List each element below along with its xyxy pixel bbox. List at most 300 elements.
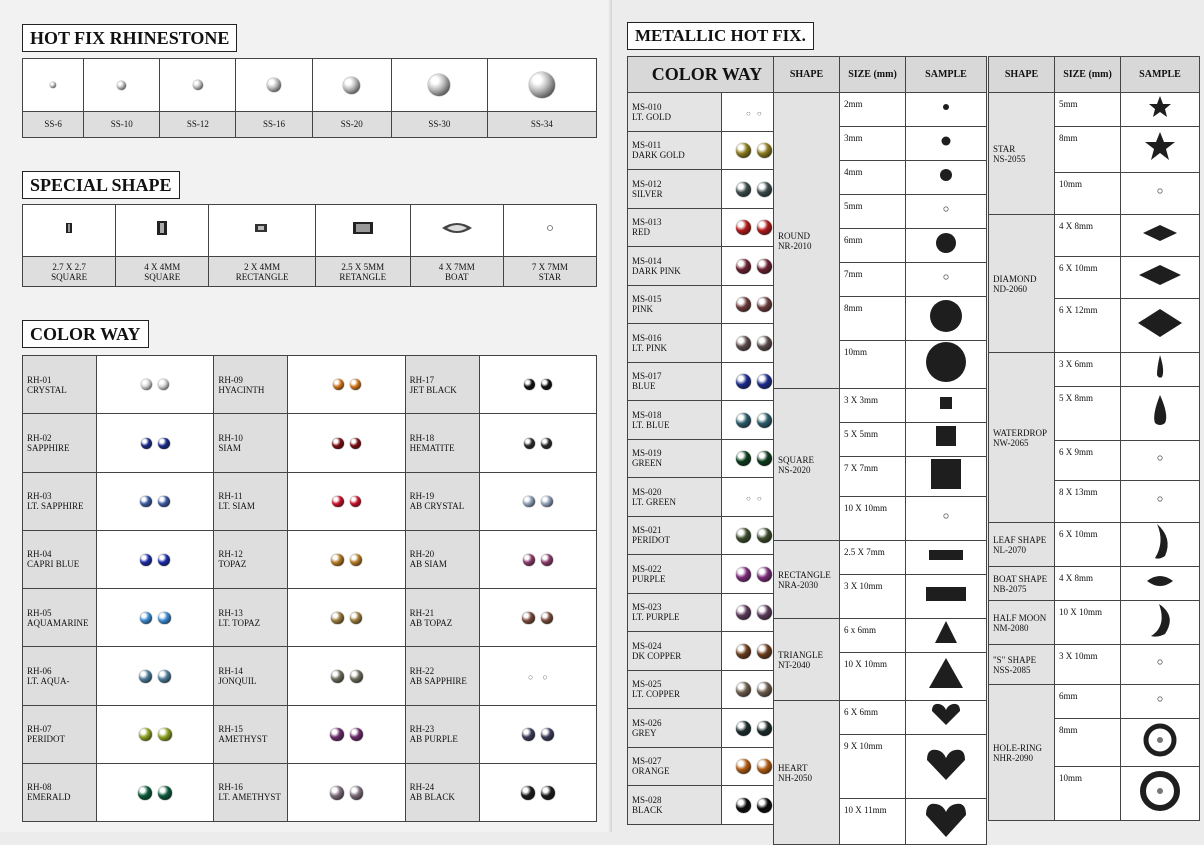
stone-icon [541,728,554,741]
metal-stud-icon [757,567,772,582]
stone-icon [331,612,344,625]
color-way-row [23,472,597,530]
color-way-sample [288,414,405,472]
stone-icon [158,670,171,683]
color-way-label [214,647,288,705]
metallic-name: PINK [632,304,654,315]
shape-size: 6 x 6mm [840,619,906,653]
metallic-code: MS-027 [632,756,662,767]
shape-size: 3 X 3mm [840,389,906,423]
shape-size: 4mm [840,161,906,195]
color-code: RH-06 [27,665,52,676]
hot-fix-label: SS-12 [160,111,236,137]
metallic-name: LT. GOLD [632,111,671,122]
metallic-color-row [628,285,787,324]
color-code: RH-22 [409,665,435,676]
shape-title: SQUARE [778,454,815,465]
shape-icon [527,216,573,240]
metallic-name: GREEN [632,458,662,469]
stone-icon [330,786,344,800]
special-shape-label [23,257,116,287]
color-code: RH-20 [409,549,435,560]
shape-sample-icon [921,580,971,608]
special-shape-sample [23,205,116,257]
shape-sample [1121,601,1200,645]
stone-icon [330,728,343,741]
shape-sample [1121,257,1200,299]
color-name: AMETHYST [218,734,268,745]
shape-sample-icon [1135,567,1185,595]
shape-title: DIAMOND [993,273,1037,284]
shape-size: 7mm [840,263,906,297]
empty-sample-icon [1135,444,1185,472]
shape-icon [46,216,92,240]
shape-size: 8mm [1055,127,1121,173]
hot-fix-sample [312,59,391,112]
shape-sample [1121,441,1200,481]
metallic-code: MS-016 [632,332,662,343]
shape-name [989,523,1055,567]
metallic-color-label [628,593,722,632]
shape-sample [906,341,987,389]
stone-icon [350,786,364,800]
stone-icon [140,612,153,625]
shape-sample [906,161,987,195]
metallic-name: LT. PURPLE [632,612,680,623]
color-name: LT. SIAM [218,501,255,512]
rhinestone-icon [267,78,281,92]
shape-row [774,389,987,423]
special-shape-title [22,171,180,199]
color-code: RH-05 [27,607,52,618]
color-name: AB TOPAZ [409,617,453,628]
shape-name [774,93,840,389]
color-way-label [405,414,479,472]
shape-sample-icon [1135,777,1185,805]
metallic-code: MS-028 [632,794,662,805]
shape-sample-icon [1135,93,1185,121]
color-code: RH-02 [27,432,52,443]
shape-size: 4 X 8mm [1055,215,1121,257]
shape-sample [906,297,987,341]
hot-fix-table [22,58,597,138]
shape-sample [1121,685,1200,719]
stone-icon [332,438,343,449]
shape-sample-icon [921,93,971,121]
shape-sample [906,93,987,127]
empty-sample-icon [1135,177,1185,205]
shape-name [989,353,1055,523]
shape-size: 10 X 10mm [840,653,906,701]
shape-sample-icon [921,161,971,189]
shape-size: 8mm [1055,719,1121,767]
hot-fix-label: SS-20 [312,111,391,137]
metallic-color-label [628,632,722,671]
shape-code: NHR-2090 [993,752,1033,763]
stone-icon [158,554,170,566]
shape-title: RECTANGLE [778,569,831,580]
metallic-color-row [628,632,787,671]
color-code: RH-04 [27,549,52,560]
empty-sample-icon [921,195,971,223]
special-shape-size: 2.5 X 5MM [341,261,385,272]
shape-size: 10mm [1055,767,1121,821]
hot-fix-sample [391,59,487,112]
stone-icon [350,379,361,390]
metallic-color-row [628,93,787,132]
color-way-title [22,320,149,348]
color-way-label [214,356,288,414]
shape-sample-icon [1135,528,1185,556]
metallic-color-row [628,439,787,478]
shape-name [989,685,1055,821]
metallic-color-row [628,709,787,748]
color-way-sample [479,763,596,821]
metallic-name: DARK GOLD [632,150,685,161]
metal-stud-icon [757,182,772,197]
metallic-color-label [628,285,722,324]
color-code: RH-23 [409,724,435,735]
metallic-name: PURPLE [632,573,666,584]
special-shape-label [410,257,503,287]
empty-sample-icon: ○ ○ [745,493,762,503]
shape-sample-icon [921,389,971,417]
shape-code: NR-2010 [778,240,812,251]
color-way-label [23,763,97,821]
metallic-code: MS-019 [632,448,662,459]
color-way-title-text: COLOR WAY [30,323,141,344]
color-code: RH-13 [218,607,243,618]
hot-fix-label: SS-30 [391,111,487,137]
shape-code: NS-2055 [993,153,1026,164]
stone-icon [350,438,361,449]
shape-code: NRA-2030 [778,579,818,590]
color-way-sample [288,356,405,414]
color-name: LT. SAPPHIRE [27,501,84,512]
column-header-shape: SHAPE [989,57,1055,93]
special-shape-label [209,257,316,287]
color-code: RH-01 [27,374,52,385]
shape-row [774,619,987,653]
special-shape-size: 7 X 7MM [531,261,568,272]
shape-size: 3mm [840,127,906,161]
metallic-color-row [628,362,787,401]
shape-size: 5 X 5mm [840,423,906,457]
rhinestone-icon [193,80,203,90]
shape-name [774,701,840,845]
metallic-color-label [628,786,722,825]
color-way-sample [288,530,405,588]
color-way-label [214,530,288,588]
shape-sample-icon [1135,219,1185,247]
color-name: CRYSTAL [27,384,67,395]
shape-sample [906,229,987,263]
shape-sample [1121,523,1200,567]
shape-size: 8mm [840,297,906,341]
metallic-color-row [628,401,787,440]
color-code: RH-16 [218,782,243,793]
shape-size: 6 X 12mm [1055,299,1121,353]
hot-fix-sample [487,59,596,112]
shape-sample [906,263,987,297]
metallic-color-row [628,670,787,709]
stone-icon [523,554,535,566]
shape-sample [1121,645,1200,685]
hot-fix-sample [84,59,160,112]
color-way-sample [479,589,596,647]
shape-sample [906,423,987,457]
shape-title: HEART [778,762,808,773]
metallic-shape-table-right [988,56,1200,821]
metallic-color-row [628,747,787,786]
metallic-code: MS-025 [632,679,662,690]
stone-icon [541,379,552,390]
metallic-color-label [628,555,722,594]
shape-sample [906,653,987,701]
hot-fix-label: SS-6 [23,111,84,137]
stone-icon [541,786,555,800]
metallic-name: ORANGE [632,766,670,777]
hot-fix-sample [160,59,236,112]
shape-sample [906,127,987,161]
metallic-color-row [628,170,787,209]
hot-fix-label: SS-16 [236,111,312,137]
color-name: HYACINTH [218,384,265,395]
shape-sample [1121,299,1200,353]
empty-sample-icon: ○ ○ [745,108,762,118]
special-shape-sample [116,205,209,257]
special-shape-label [503,257,596,287]
metallic-name: RED [632,227,650,238]
metallic-color-label [628,324,722,363]
color-way-label [405,647,479,705]
shape-sample [1121,353,1200,387]
shape-name [989,215,1055,353]
shape-row [989,567,1200,601]
shape-code: ND-2060 [993,283,1027,294]
metallic-name: PERIDOT [632,535,670,546]
shape-row [774,701,987,735]
metallic-color-label [628,670,722,709]
stone-icon [332,496,344,508]
shape-size: 10 X 10mm [1055,601,1121,645]
metal-stud-icon [736,451,751,466]
stone-icon [140,554,152,566]
color-way-row [23,530,597,588]
metallic-code: MS-017 [632,371,662,382]
color-way-sample [479,647,596,705]
metallic-name: DK COPPER [632,650,682,661]
stone-icon [141,379,152,390]
shape-icon [340,216,386,240]
color-name: LT. AMETHYST [218,792,281,803]
metal-stud-icon [757,682,772,697]
special-shape-size: 2 X 4MM [244,261,281,272]
stone-icon [524,379,535,390]
color-way-sample [288,589,405,647]
stone-icon [524,438,535,449]
color-code: RH-10 [218,432,243,443]
shape-size: 8 X 13mm [1055,481,1121,523]
metal-stud-icon [736,220,751,235]
metal-stud-icon [736,721,751,736]
metal-stud-icon [757,798,772,813]
color-way-sample [479,356,596,414]
shape-sample [906,799,987,845]
shape-size: 6mm [1055,685,1121,719]
metallic-code: MS-010 [632,101,662,112]
shape-row [989,685,1200,719]
metallic-color-row [628,786,787,825]
color-name: JET BLACK [409,384,457,395]
color-way-label [23,530,97,588]
metallic-color-row [628,324,787,363]
metallic-name: LT. COPPER [632,689,681,700]
special-shape-name: SQUARE [51,271,88,282]
metal-stud-icon [736,605,751,620]
metallic-color-label [628,170,722,209]
shape-sample [906,575,987,619]
shape-name [774,619,840,701]
stone-icon [331,670,344,683]
color-way-sample [479,530,596,588]
special-shape-name: RECTANGLE [235,271,289,282]
shape-sample [906,541,987,575]
color-name: AB PURPLE [409,734,458,745]
metal-stud-icon [757,220,772,235]
shape-sample-icon [1135,397,1185,425]
color-way-row [23,763,597,821]
shape-sample-icon [921,423,971,451]
color-name: AB SIAM [409,559,447,570]
metallic-code: MS-024 [632,640,662,651]
shape-size: 4 X 8mm [1055,567,1121,601]
metallic-color-label [628,208,722,247]
color-code: RH-03 [27,491,52,502]
stone-icon [541,612,554,625]
metallic-color-label [628,439,722,478]
shape-row [989,645,1200,685]
shape-row [989,353,1200,387]
color-code: RH-19 [409,491,435,502]
stone-icon [331,554,343,566]
shape-row [774,93,987,127]
shape-title: HOLE-RING [993,742,1042,753]
stone-icon [350,670,363,683]
metal-stud-icon [757,605,772,620]
hot-fix-sample [23,59,84,112]
shape-sample-icon [921,619,971,647]
metal-stud-icon [736,182,751,197]
shape-sample-icon [921,229,971,257]
metallic-color-table [627,56,787,825]
shape-icon [139,216,185,240]
empty-sample-icon [921,263,971,291]
shape-row [989,215,1200,257]
color-way-label [214,414,288,472]
shape-sample [1121,173,1200,215]
stone-icon [158,612,171,625]
metal-stud-icon [736,682,751,697]
metallic-color-label [628,362,722,401]
color-way-label [405,356,479,414]
stone-icon [141,438,152,449]
shape-row [774,541,987,575]
metal-stud-icon [736,798,751,813]
column-header-sample: SAMPLE [1121,57,1200,93]
color-way-label [23,472,97,530]
color-code: RH-21 [409,607,435,618]
column-header-sample: SAMPLE [906,57,987,93]
metallic-code: MS-018 [632,409,662,420]
shape-size: 10 X 10mm [840,497,906,541]
shape-code: NW-2065 [993,437,1029,448]
metallic-name: LT. GREEN [632,496,676,507]
color-code: RH-24 [409,782,435,793]
metallic-name: LT. PINK [632,342,668,353]
shape-size: 9 X 10mm [840,735,906,799]
metallic-color-row [628,247,787,286]
color-name: HEMATITE [409,442,455,453]
shape-sample-icon [921,460,971,488]
color-way-sample [288,705,405,763]
shape-icon [239,216,285,240]
shape-size: 6 X 9mm [1055,441,1121,481]
color-way-label [405,763,479,821]
shape-sample [906,389,987,423]
color-way-sample [479,472,596,530]
stone-icon [158,379,169,390]
rhinestone-icon [117,81,126,90]
color-name: JONQUIL [218,675,257,686]
shape-size: 10 X 11mm [840,799,906,845]
color-way-sample [97,414,214,472]
metallic-color-label [628,747,722,786]
metal-stud-icon [757,259,772,274]
shape-sample-icon [921,805,971,833]
shape-sample-icon [921,127,971,155]
shape-code: NSS-2085 [993,664,1031,675]
metallic-color-row [628,131,787,170]
color-way-label [23,705,97,763]
shape-row [989,523,1200,567]
shape-sample-icon [921,701,971,729]
hot-fix-title-text: HOT FIX RHINESTONE [30,27,230,48]
shape-size: 2mm [840,93,906,127]
color-name: AQUAMARINE [27,617,89,628]
color-way-row [23,647,597,705]
stone-icon [350,612,363,625]
stone-icon [333,379,344,390]
metallic-color-row [628,555,787,594]
metal-stud-icon [736,413,751,428]
metallic-color-label [628,709,722,748]
metallic-name: GREY [632,727,657,738]
metallic-color-label [628,401,722,440]
color-way-sample [288,472,405,530]
metallic-code: MS-022 [632,563,662,574]
empty-sample-icon [1135,648,1185,676]
stone-icon [522,728,535,741]
special-shape-label [116,257,209,287]
color-way-sample [97,530,214,588]
shape-code: NH-2050 [778,772,812,783]
color-name: TOPAZ [218,559,247,570]
color-name: LT. AQUA- [27,675,70,686]
color-code: RH-07 [27,724,52,735]
special-shape-sample [410,205,503,257]
shape-sample-icon [921,660,971,688]
